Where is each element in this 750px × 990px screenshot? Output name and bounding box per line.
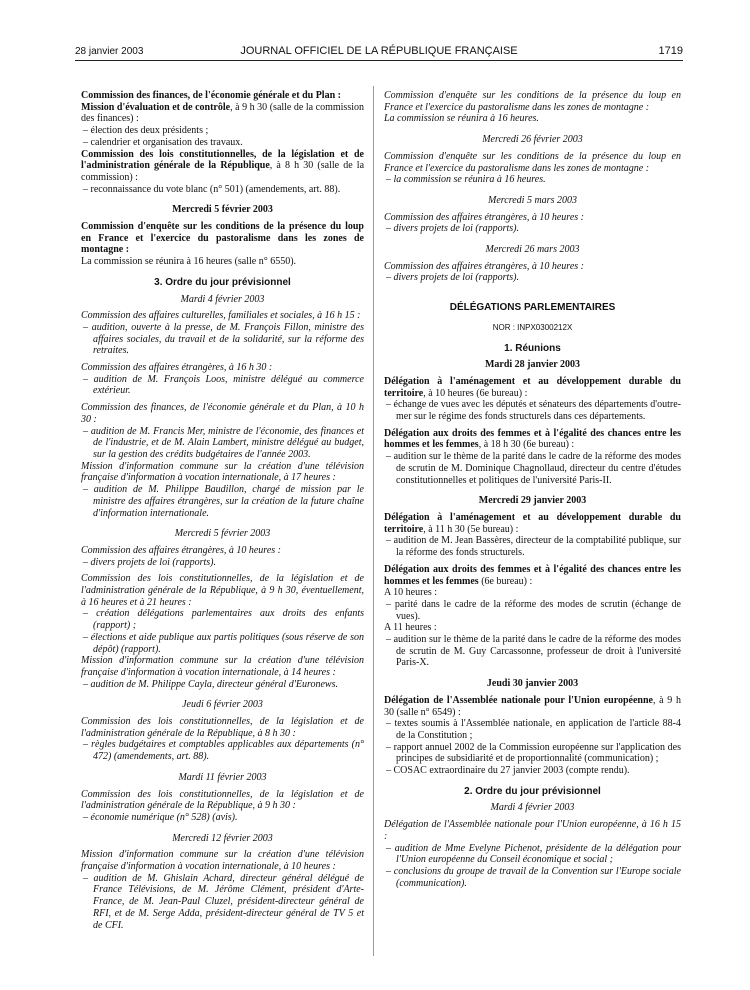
finances-list xyxy=(81,125,364,148)
agenda-title: Commission des lois constitutionnelles, de la législation et de l'administration générale de la République, à 8 h 30 : xyxy=(81,716,364,739)
list-item: – audition sur le thème de la parité dans le cadre de la réforme des modes de scrutin de M. Guy Carcassonne, professeur de droit à l'université Paris-X. xyxy=(386,634,681,669)
delegation-list xyxy=(384,718,681,777)
delegation-list xyxy=(384,634,681,669)
list-item: – élection des deux présidents ; xyxy=(83,125,209,137)
date-heading: Mercredi 12 février 2003 xyxy=(172,832,273,844)
agenda-title: Commission des affaires culturelles, familiales et sociales, à 16 h 15 : xyxy=(81,310,361,322)
agenda-title: Commission des lois constitutionnelles, de la législation et de l'administration générale de la République, à 9 h 30, éventuellement, à 16 heures et à 21 heures : xyxy=(81,573,364,608)
mission-paragraph: Mission d'évaluation et de contrôle, à 9 h 30 (salle de la commission des finances) : xyxy=(81,101,364,125)
agenda-list xyxy=(81,557,364,569)
delegation-paragraph: Délégation de l'Assemblée nationale pour l'Union européenne, à 9 h 30 (salle n° 6549) : xyxy=(384,694,681,718)
list-item: – la commission se réunira à 16 heures. xyxy=(386,174,546,186)
delegation-paragraph: Délégation aux droits des femmes et à l'égalité des chances entre les hommes et les femmes, à 18 h 30 (6e bureau) : xyxy=(384,427,681,451)
agenda-title: Commission des affaires étrangères, à 10 heures : xyxy=(384,211,584,223)
nor-reference: NOR : INPX0300212X xyxy=(492,322,573,332)
delegation-list xyxy=(384,399,681,422)
agenda-title: Délégation de l'Assemblée nationale pour l'Union européenne, à 16 h 15 : xyxy=(384,819,681,842)
delegation-list xyxy=(384,599,681,622)
agenda-list xyxy=(384,223,681,235)
agenda-title: Commission des affaires étrangères, à 10 heures : xyxy=(384,260,584,272)
section-heading: 1. Réunions xyxy=(504,342,561,354)
agenda-list xyxy=(384,174,681,186)
list-item: – reconnaissance du vote blanc (n° 501) (amendements, art. 88). xyxy=(83,183,341,195)
agenda-title: Mission d'information commune sur la création d'une télévision française d'information à vocation internationale, à 17 heures : xyxy=(81,460,364,484)
list-item: – conclusions du groupe de travail de la Convention sur l'Europe sociale (communication). xyxy=(386,865,681,889)
date-heading: Mardi 11 février 2003 xyxy=(178,771,267,783)
agenda-list xyxy=(384,272,681,284)
list-item: – règles budgétaires et comptables applicables aux départements (n° 472) (amendements, art. 88). xyxy=(83,739,364,763)
delegation-list xyxy=(384,451,681,486)
agenda-title: Commission des lois constitutionnelles, de la législation et de l'administration générale de la République, à 9 h 30 : xyxy=(81,788,364,812)
column-divider xyxy=(373,86,374,956)
list-item: – audition de M. Francis Mer, ministre de l'économie, des finances et de l'industrie, et de M. Alain Lambert, ministre délégué au budget, sur la gestion des crédits budgétaires de l'année 2003. xyxy=(83,425,364,460)
agenda-list xyxy=(81,812,364,824)
list-item: – audition de M. Philippe Baudillon, chargé de mission par le ministre des affaires étrangères, sur la création de la future chaîne d'information internationale. xyxy=(83,484,364,519)
date-heading: Mercredi 5 février 2003 xyxy=(172,204,273,216)
list-item: – échange de vues avec les députés et sénateurs des départements d'outre-mer sur le régime des fonds structurels dans ces départements. xyxy=(386,399,681,423)
date-heading: Mardi 4 février 2003 xyxy=(180,293,265,305)
agenda-title: Commission d'enquête sur les conditions de la présence du loup en France et l'exercice du pastoralisme dans les zones de montagne : xyxy=(384,90,681,113)
date-heading: Mercredi 5 mars 2003 xyxy=(488,194,577,206)
enquete-text: La commission se réunira à 16 heures (salle n° 6550). xyxy=(81,256,297,268)
delegation-paragraph: Délégation à l'aménagement et au développement durable du territoire, à 10 heures (6e bureau) : xyxy=(384,375,681,399)
date-heading: Jeudi 6 février 2003 xyxy=(182,699,263,711)
list-item: – audition de M. Philippe Cayla, directeur général d'Euronews. xyxy=(83,678,338,690)
list-item: – audition, ouverte à la presse, de M. François Fillon, ministre des affaires sociales, du travail et de la solidarité, sur la réforme des retraites. xyxy=(83,321,364,357)
list-item: – divers projets de loi (rapports). xyxy=(386,223,519,235)
agenda-list xyxy=(384,843,681,890)
agenda-list xyxy=(81,484,364,519)
section-heading: 2. Ordre du jour prévisionnel xyxy=(464,785,601,797)
list-item: – textes soumis à l'Assemblée nationale, en application de l'article 88-4 de la Constitution ; xyxy=(386,718,681,741)
agenda-list xyxy=(81,426,364,461)
agenda-list xyxy=(81,608,364,655)
date-heading: Jeudi 30 janvier 2003 xyxy=(486,678,579,690)
agenda-list xyxy=(81,679,364,691)
agenda-title: Commission d'enquête sur les conditions de la présence du loup en France et l'exercice du pastoralisme dans les zones de montagne : xyxy=(384,150,681,174)
agenda-title: Commission des finances, de l'économie générale et du Plan, à 10 h 30 : xyxy=(81,402,364,425)
agenda-list xyxy=(81,322,364,357)
list-item: – audition de M. Ghislain Achard, directeur général délégué de France Télévisions, de M. Jérôme Clément, président d'Arte-France, de M. Jean-Paul Cluzel, président-directeur général de RFI, et de M. Serge Adda, président-directeur général de TV 5 et de CFI. xyxy=(83,872,364,931)
date-heading: Mercredi 26 mars 2003 xyxy=(485,244,580,256)
section-heading: 3. Ordre du jour prévisionnel xyxy=(154,276,291,288)
list-item: – COSAC extraordinaire du 27 janvier 2003 (compte rendu). xyxy=(386,765,630,777)
page-number: 1719 xyxy=(658,45,683,57)
list-item: – divers projets de loi (rapports). xyxy=(386,272,519,284)
journal-title: JOURNAL OFFICIEL DE LA RÉPUBLIQUE FRANÇAISE xyxy=(240,45,518,57)
list-item: – création délégations parlementaires aux droits des enfants (rapport) ; xyxy=(83,608,364,632)
date-heading: Mardi 28 janvier 2003 xyxy=(484,359,581,371)
time-label: A 11 heures : xyxy=(384,622,437,634)
delegation-paragraph: Délégation aux droits des femmes et à l'égalité des chances entre les hommes et les femmes (6e bureau) : xyxy=(384,563,681,587)
delegation-paragraph: Délégation à l'aménagement et au développement durable du territoire, à 11 h 30 (5e bureau) : xyxy=(384,511,681,535)
list-item: – audition sur le thème de la parité dans le cadre de la réforme des modes de scrutin de M. Dominique Chagnollaud, directeur du centre d'études constitutionnelles et politiques de l'université Paris-II. xyxy=(386,451,681,486)
lois-paragraph: Commission des lois constitutionnelles, de la législation et de l'administration générale de la République, à 8 h 30 (salle de la commission) : xyxy=(81,148,365,183)
date-heading: Mardi 4 février 2003 xyxy=(490,802,575,814)
left-column xyxy=(81,90,364,931)
date-heading: Mercredi 5 février 2003 xyxy=(174,528,271,540)
agenda-title: Mission d'information commune sur la création d'une télévision française d'information à vocation internationale, à 10 heures : xyxy=(81,849,364,873)
header-date: 28 janvier 2003 xyxy=(75,46,144,57)
list-item: – rapport annuel 2002 de la Commission européenne sur l'application des principes de subsidiarité et de proportionnalité (communication) ; xyxy=(386,741,681,765)
list-item: – élections et aide publique aux partis politiques (sous réserve de son dépôt) (rapport). xyxy=(83,631,364,655)
list-item: – audition de Mme Evelyne Pichenot, présidente de la délégation pour l'Union européenne du Conseil économique et social ; xyxy=(386,842,681,866)
enquete-title: Commission d'enquête sur les conditions de la présence du loup en France et l'exercice du pastoralisme dans les zones de montagne : xyxy=(81,221,364,256)
list-item: – parité dans le cadre de la réforme des modes de scrutin (échange de vues). xyxy=(386,598,681,622)
list-item: – audition de M. François Loos, ministre délégué au commerce extérieur. xyxy=(83,373,364,397)
date-heading: Mercredi 26 février 2003 xyxy=(482,134,583,146)
list-item: – audition de M. Jean Bassères, directeur de la comptabilité publique, sur la réforme des fonds structurels. xyxy=(386,535,681,559)
agenda-list xyxy=(81,873,364,932)
lois-list xyxy=(81,184,364,196)
list-item: – calendrier et organisation des travaux. xyxy=(83,136,243,148)
agenda-title: Commission des affaires étrangères, à 10 heures : xyxy=(81,544,281,556)
time-label: A 10 heures : xyxy=(384,587,438,599)
right-column xyxy=(384,90,681,889)
delegations-title: DÉLÉGATIONS PARLEMENTAIRES xyxy=(449,302,616,314)
agenda-list xyxy=(81,374,364,397)
agenda-text: La commission se réunira à 16 heures. xyxy=(384,113,539,125)
delegation-list xyxy=(384,535,681,558)
agenda-list xyxy=(81,739,364,762)
page-header xyxy=(75,44,683,61)
list-item: – divers projets de loi (rapports). xyxy=(83,556,216,568)
agenda-title: Commission des affaires étrangères, à 16 h 30 : xyxy=(81,362,273,374)
date-heading: Mercredi 29 janvier 2003 xyxy=(478,495,587,507)
list-item: – économie numérique (n° 528) (avis). xyxy=(83,811,238,823)
finances-title: Commission des finances, de l'économie générale et du Plan : xyxy=(81,90,341,101)
agenda-title: Mission d'information commune sur la création d'une télévision française d'information à vocation internationale, à 14 heures : xyxy=(81,655,364,678)
